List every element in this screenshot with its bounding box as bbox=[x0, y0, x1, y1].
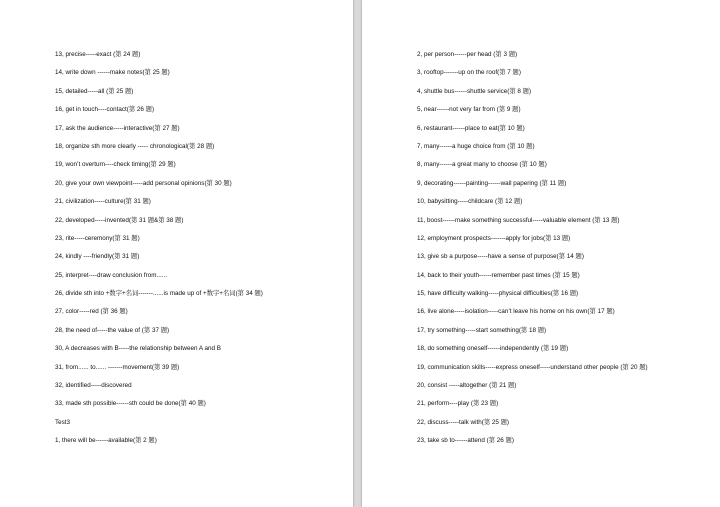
text-line: 27, color-----red (第 36 题) bbox=[55, 308, 128, 316]
text-line: 17, ask the audience-----interactive(第 27 题) bbox=[55, 124, 180, 132]
text-line: 18, organize sth more clearly ----- chronological(第 28 题) bbox=[55, 142, 215, 150]
text-line: 3, rooftop-------up on the roof(第 7 题) bbox=[417, 69, 521, 77]
text-line: 18, do something oneself------independently (第 19 题) bbox=[417, 345, 569, 353]
text-line: 22, developed-----invented(第 31 题&第 38 题) bbox=[55, 216, 184, 224]
text-line: 11, boost------make something successful-----valuable element (第 13 题) bbox=[417, 216, 620, 224]
text-line: 25, interpret----draw conclusion from...... bbox=[55, 271, 167, 279]
text-line: 13, give sb a purpose-----have a sense of purpose(第 14 题) bbox=[417, 253, 584, 261]
document-page-left bbox=[0, 0, 353, 507]
text-line: 4, shuttle bus------shuttle service(第 8 题) bbox=[417, 87, 532, 95]
document-page-right bbox=[362, 0, 720, 507]
text-line: 15, have difficulty walking-----physical difficulties(第 16 题) bbox=[417, 290, 579, 298]
right-page-text bbox=[417, 46, 710, 451]
text-line: 12, employment prospects-------apply for jobs(第 13 题) bbox=[417, 234, 571, 242]
text-line: 20, consist -----altogether (第 21 题) bbox=[417, 382, 517, 390]
text-line: 1, there will be------available(第 2 题) bbox=[55, 437, 157, 445]
text-line: 10, babysitting-----childcare (第 12 题) bbox=[417, 198, 523, 206]
text-line: 31, from...... to...... -------movement(第 39 题) bbox=[55, 363, 180, 371]
text-line: 6, restaurant------place to eat(第 10 题) bbox=[417, 124, 525, 132]
text-line: 14, write down ------make notes(第 25 题) bbox=[55, 69, 170, 77]
text-line: 2, per person------per head (第 3 题) bbox=[417, 51, 518, 58]
text-line: 20, give your own viewpoint-----add personal opinions(第 30 题) bbox=[55, 179, 232, 187]
text-line: 33, made sth possible------sth could be done(第 40 题) bbox=[55, 400, 206, 408]
text-line: 13, precise-----exact (第 24 题) bbox=[55, 51, 141, 58]
text-line: 26, divide sth into +数字+名词-------......is made up of +数字+名词(第 34 题) bbox=[55, 290, 263, 298]
text-line: Test3 bbox=[55, 418, 71, 426]
text-line: 23, take sb to------attend (第 26 题) bbox=[417, 437, 514, 445]
text-line: 22, discuss-----talk with(第 25 题) bbox=[417, 418, 510, 426]
text-line: 21, perform----play (第 23 题) bbox=[417, 400, 499, 408]
text-line: 19, communication skills-----express oneself-----understand other people (第 20 题) bbox=[417, 363, 648, 371]
text-line: 16, get in touch----contact(第 26 题) bbox=[55, 106, 155, 114]
text-line: 21, civilization-----culture(第 31 题) bbox=[55, 198, 151, 206]
left-page-text bbox=[55, 46, 343, 451]
text-line: 5, near------not very far from (第 9 题) bbox=[417, 106, 521, 114]
text-line: 16, live alone-----isolation-----can’t leave his home on his own(第 17 题) bbox=[417, 308, 615, 316]
text-line: 24, kindly ----friendly(第 31 题) bbox=[55, 253, 140, 261]
text-line: 30, A decreases with B-----the relationship between A and B bbox=[55, 345, 221, 353]
text-line: 28, the need of-----the value of (第 37 题) bbox=[55, 326, 170, 334]
text-line: 8, many------a great many to choose (第 10 题) bbox=[417, 161, 547, 169]
text-line: 32, identified-----discovered bbox=[55, 382, 132, 390]
text-line: 9, decorating------painting------wall papering (第 11 题) bbox=[417, 179, 567, 187]
text-line: 23, rite-----ceremony(第 31 题) bbox=[55, 234, 140, 242]
text-line: 15, detailed-----all (第 25 题) bbox=[55, 87, 134, 95]
text-line: 7, many------a huge choice from (第 10 题) bbox=[417, 142, 535, 150]
text-line: 14, back to their youth------remember past times (第 15 题) bbox=[417, 271, 580, 279]
text-line: 17, try something-----start something(第 18 题) bbox=[417, 326, 547, 334]
text-line: 19, won’t overturn----check timing(第 29 题) bbox=[55, 161, 176, 169]
